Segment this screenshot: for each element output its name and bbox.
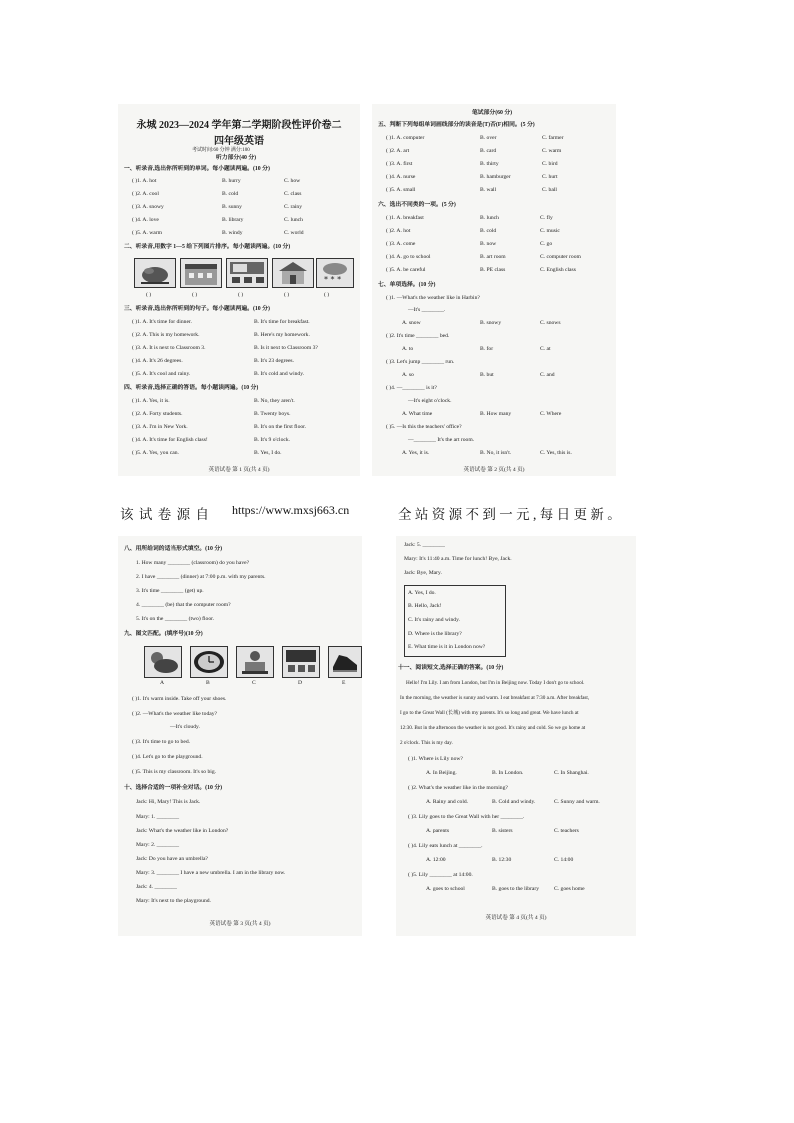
question-option: ( )3. A. first — [386, 161, 413, 167]
picture-bracket: ( ) — [238, 292, 244, 298]
dialog-line: Jack: Hi, Mary! This is Jack. — [136, 799, 201, 805]
written-part-label: 笔试部分(60 分) — [472, 110, 513, 116]
section-5-heading: 五、判断下列每组单词画线部分的读音是(T)否(F)相同。(5 分) — [378, 122, 535, 128]
question-option: C. class — [284, 191, 302, 197]
question-option: B. 12:30 — [492, 857, 512, 863]
question-option: ( )1. A. breakfast — [386, 215, 424, 221]
question-option: ( )4. A. go to school — [386, 254, 431, 260]
dialog-line: Mary: It's 11:40 a.m. Time for lunch! Bye, Jack. — [404, 556, 512, 562]
question-option: A. In Beijing. — [426, 770, 457, 776]
question-text: ( )4. —________ is it? — [386, 385, 437, 391]
question-option: B. It's 9 o'clock. — [254, 437, 291, 443]
exam-subtitle: 四年级英语 — [214, 136, 264, 147]
picture-label: D — [298, 680, 303, 686]
question-option: A. What time — [402, 411, 433, 417]
question-text: ( )3. Lily goes to the Great Wall with her ________. — [408, 814, 525, 820]
question-option: B. lunch — [480, 215, 499, 221]
question-option: B. art room — [480, 254, 506, 260]
options-box — [404, 585, 506, 657]
dialog-line: Jack: Bye, Mary. — [404, 570, 442, 576]
question-option: B. windy — [222, 230, 243, 236]
section-2-heading: 二、听录音,用数字 1—5 给下列图片排序。每小题读两遍。(10 分) — [124, 244, 291, 250]
picture-label: E — [342, 680, 346, 686]
dialog-line: Jack: 4. ________ — [136, 884, 177, 890]
page-footer: 英语试卷 第 1 页(共 4 页) — [208, 467, 270, 473]
question-text: ( )3. It's time to go to bed. — [132, 739, 191, 745]
passage-line: I go to the Great Wall (长城) with my parents. It's so long and great. We have lunch at — [400, 710, 579, 716]
question-option: ( )3. A. snowy — [132, 204, 164, 210]
question-option: ( )3. A. I'm in New York. — [132, 424, 188, 430]
page-footer: 英语试卷 第 2 页(共 4 页) — [463, 467, 525, 473]
question-text: —It's eight o'clock. — [408, 398, 452, 404]
chicken-icon — [134, 258, 176, 288]
picture-bracket: ( ) — [284, 292, 290, 298]
house-icon — [272, 258, 314, 288]
question-option: B. but — [480, 372, 494, 378]
section-1-heading: 一、听录音,选出你所听到的单词。每小题读两遍。(10 分) — [124, 166, 270, 172]
question-option: ( )4. A. love — [132, 217, 159, 223]
question-option: C. rainy — [284, 204, 303, 210]
banner-right-text: 全 站 资 源 不 到 一 元 , 每 日 更 新 。 — [398, 507, 621, 522]
question-option: B. Twenty boys. — [254, 411, 291, 417]
question-option: ( )3. A. It is next to Classroom 3. — [132, 345, 206, 351]
question-option: B. library — [222, 217, 244, 223]
question-text: ( )5. —Is this the teachers' office? — [386, 424, 462, 430]
classroom-board-icon — [282, 646, 320, 678]
page-footer: 英语试卷 第 3 页(共 4 页) — [209, 921, 271, 927]
question-option: B. snowy — [480, 320, 502, 326]
question-option: B. over — [480, 135, 497, 141]
picture-bracket: ( ) — [324, 292, 330, 298]
question-option: B. cold — [222, 191, 239, 197]
exam-page-4 — [396, 536, 636, 936]
svg-text:* * *: * * * — [324, 275, 342, 284]
picture-label: B — [206, 680, 210, 686]
dialog-line: Jack: What's the weather like in London? — [136, 828, 229, 834]
question-option: B. In London. — [492, 770, 524, 776]
question-text: ( )2. It's time ________ bed. — [386, 333, 450, 339]
question-text: ( )1. —What's the weather like in Harbin? — [386, 295, 480, 301]
question-text: ( )5. This is my classroom. It's so big. — [132, 769, 217, 775]
question-option: B. Yes, I do. — [254, 450, 282, 456]
dialog-line: Mary: 3. ________ I have a new umbrella. I am in the library now. — [136, 870, 286, 876]
question-text: ( )2. —What's the weather like today? — [132, 711, 218, 717]
picture-label: C — [252, 680, 256, 686]
question-text: —It's cloudy. — [170, 724, 200, 730]
section-10-heading: 十、选择合适的一项补全对话。(10 分) — [124, 785, 223, 791]
question-option: ( )2. A. art — [386, 148, 410, 154]
question-option: C. teachers — [554, 828, 579, 834]
banner-left-text: 该 试 卷 源 自 — [120, 507, 210, 522]
question-option: C. and — [540, 372, 555, 378]
picture-bracket: ( ) — [192, 292, 198, 298]
source-banner — [0, 503, 794, 523]
question-option: B. Cold and windy. — [492, 799, 536, 805]
question-option: C. how — [284, 178, 301, 184]
question-option: ( )2. A. Forty students. — [132, 411, 183, 417]
question-option: A. snow — [402, 320, 421, 326]
question-option: ( )5. A. Yes, you can. — [132, 450, 179, 456]
question-option: B. It's on the first floor. — [254, 424, 307, 430]
question-option: ( )2. A. cool — [132, 191, 159, 197]
section-4-heading: 四、听录音,选择正确的答语。每小题读两遍。(10 分) — [124, 385, 259, 391]
question-option: B. hurry — [222, 178, 241, 184]
question-option: ( )1. A. It's time for dinner. — [132, 319, 192, 325]
dialog-option: E. What time is it in London now? — [408, 644, 486, 650]
question-option: ( )1. A. hot — [132, 178, 157, 184]
question-option: ( )4. A. It's time for English class! — [132, 437, 208, 443]
question-text: ( )1. It's warm inside. Take off your shoes. — [132, 696, 227, 702]
dialog-option: A. Yes, I do. — [408, 590, 436, 596]
question-option: ( )3. A. come — [386, 241, 416, 247]
question-text: 5. It's on the ________ (two) floor. — [136, 616, 215, 622]
question-text: —________ It's the art room. — [408, 437, 475, 443]
question-option: ( )4. A. It's 26 degrees. — [132, 358, 183, 364]
question-option: ( )2. A. This is my homework. — [132, 332, 200, 338]
question-text: ( )4. Let's go to the playground. — [132, 754, 203, 760]
dialog-line: Jack: 5. ________ — [404, 542, 445, 548]
question-option: B. No, it isn't. — [480, 450, 512, 456]
question-option: B. Is it next to Classroom 3? — [254, 345, 318, 351]
dialog-line: Mary: 2. ________ — [136, 842, 180, 848]
question-text: 4. ________ (be) that the computer room? — [136, 602, 231, 608]
question-option: B. No, they aren't. — [254, 398, 295, 404]
question-option: C. farmer — [542, 135, 564, 141]
question-option: B. wall — [480, 187, 497, 193]
dialog-option: B. Hello, Jack! — [408, 603, 442, 609]
dialog-option: D. Where is the library? — [408, 631, 462, 637]
section-3-heading: 三、听录音,选出你所听到的句子。每小题读两遍。(10 分) — [124, 306, 270, 312]
shoes-icon — [328, 646, 362, 678]
exam-page-2 — [372, 104, 616, 476]
question-option: B. Here's my homework. — [254, 332, 310, 338]
passage-line: 2 o'clock. This is my day. — [400, 740, 453, 746]
question-text: 1. How many ________ (classroom) do you have? — [136, 560, 250, 566]
question-option: C. snows — [540, 320, 561, 326]
passage-line: 12:30. But in the afternoon the weather is not good. It's rainy and cold. So we go home at — [400, 725, 586, 731]
question-option: C. hurt — [542, 174, 558, 180]
question-option: C. Sunny and warm. — [554, 799, 600, 805]
section-11-heading: 十一、阅读短文,选择正确的答案。(10 分) — [398, 665, 504, 671]
dialog-option: C. It's rainy and windy. — [408, 617, 460, 623]
question-option: A. goes to school — [426, 886, 465, 892]
question-option: B. thirty — [480, 161, 499, 167]
question-text: ( )5. Lily ________ at 14:00. — [408, 872, 473, 878]
question-option: C. at — [540, 346, 551, 352]
question-option: B. It's time for breakfast. — [254, 319, 310, 325]
question-text: ( )2. What's the weather like in the morning? — [408, 785, 508, 791]
section-7-heading: 七、单项选择。(10 分) — [378, 282, 436, 288]
banner-url-link[interactable]: https://www.mxsj663.cn — [232, 503, 350, 517]
question-text: 3. It's time ________ (get) up. — [136, 588, 204, 594]
bed-icon — [236, 646, 274, 678]
question-option: B. sisters — [492, 828, 513, 834]
question-option: C. 14:00 — [554, 857, 574, 863]
question-option: B. It's cold and windy. — [254, 371, 305, 377]
question-option: C. warm — [542, 148, 562, 154]
question-option: B. hamburger — [480, 174, 511, 180]
question-option: B. PE class — [480, 267, 506, 273]
question-option: C. computer room — [540, 254, 581, 260]
picture-label: A — [160, 680, 165, 686]
question-option: C. Where — [540, 411, 562, 417]
section-6-heading: 六、选出不同类的一项。(5 分) — [378, 202, 456, 208]
question-option: B. card — [480, 148, 497, 154]
clock-icon — [190, 646, 228, 678]
question-option: ( )5. A. small — [386, 187, 416, 193]
question-option: A. Yes, it is. — [402, 450, 430, 456]
question-option: ( )5. A. be careful — [386, 267, 426, 273]
question-option: A. Rainy and cold. — [426, 799, 469, 805]
question-option: ( )5. A. It's cool and rainy. — [132, 371, 191, 377]
exam-meta: 考试时间:60 分钟 满分:100 — [192, 148, 250, 153]
exam-page-3 — [118, 536, 362, 936]
exam-title: 永城 2023—2024 学年第二学期阶段性评价卷二 — [136, 120, 342, 131]
question-option: A. 12:00 — [426, 857, 446, 863]
question-option: A. to — [402, 346, 414, 352]
section-8-heading: 八、用所给词的适当形式填空。(10 分) — [124, 546, 223, 552]
question-option: C. bird — [542, 161, 558, 167]
question-option: B. for — [480, 346, 494, 352]
dialog-line: Mary: 1. ________ — [136, 814, 180, 820]
question-text: ( )4. Lily eats lunch at ________. — [408, 843, 483, 849]
question-option: C. fly — [540, 215, 553, 221]
question-option: C. world — [284, 230, 304, 236]
question-option: C. music — [540, 228, 560, 234]
question-text: ( )1. Where is Lily now? — [408, 756, 463, 762]
question-option: B. sunny — [222, 204, 242, 210]
question-option: C. English class — [540, 267, 576, 273]
question-option: B. How many — [480, 411, 512, 417]
section-9-heading: 九、图文匹配。(填序号)(10 分) — [124, 631, 203, 637]
question-text: —It's ________. — [408, 307, 446, 313]
question-option: ( )4. A. nurse — [386, 174, 416, 180]
question-option: C. go — [540, 241, 553, 247]
question-option: C. Yes, this is. — [540, 450, 572, 456]
question-option: A. so — [402, 372, 414, 378]
cloud-sun-icon — [144, 646, 182, 678]
question-option: ( )2. A. hot — [386, 228, 411, 234]
question-option: C. In Shanghai. — [554, 770, 589, 776]
classroom-icon — [226, 258, 268, 288]
question-option: A. parents — [426, 828, 449, 834]
question-option: B. goes to the library — [492, 886, 540, 892]
question-option: ( )1. A. computer — [386, 135, 425, 141]
exam-page-1 — [118, 104, 360, 476]
snow-icon — [316, 258, 354, 288]
passage-line: Hello! I'm Lily. I am from London, but I'm in Beijing now. Today I don't go to school. — [406, 680, 585, 686]
picture-bracket: ( ) — [146, 292, 152, 298]
question-option: C. goes home — [554, 886, 585, 892]
page-footer: 英语试卷 第 4 页(共 4 页) — [485, 915, 547, 921]
dialog-line: Mary: It's next to the playground. — [136, 898, 211, 904]
school-icon — [180, 258, 222, 288]
question-option: B. cold — [480, 228, 497, 234]
question-text: ( )3. Let's jump ________ run. — [386, 359, 455, 365]
passage-line: In the morning, the weather is sunny and warm. I eat breakfast at 7:30 a.m. After breakfast, — [400, 695, 590, 701]
question-text: 2. I have ________ (dinner) at 7:00 p.m. with my parents. — [136, 574, 266, 580]
question-option: C. ball — [542, 187, 557, 193]
question-option: B. It's 23 degrees. — [254, 358, 295, 364]
dialog-line: Jack: Do you have an umbrella? — [136, 856, 208, 862]
question-option: B. now — [480, 241, 497, 247]
question-option: C. lunch — [284, 217, 303, 223]
listening-part-label: 听力部分(40 分) — [216, 155, 257, 161]
question-option: ( )5. A. warm — [132, 230, 162, 236]
question-option: ( )1. A. Yes, it is. — [132, 398, 170, 404]
